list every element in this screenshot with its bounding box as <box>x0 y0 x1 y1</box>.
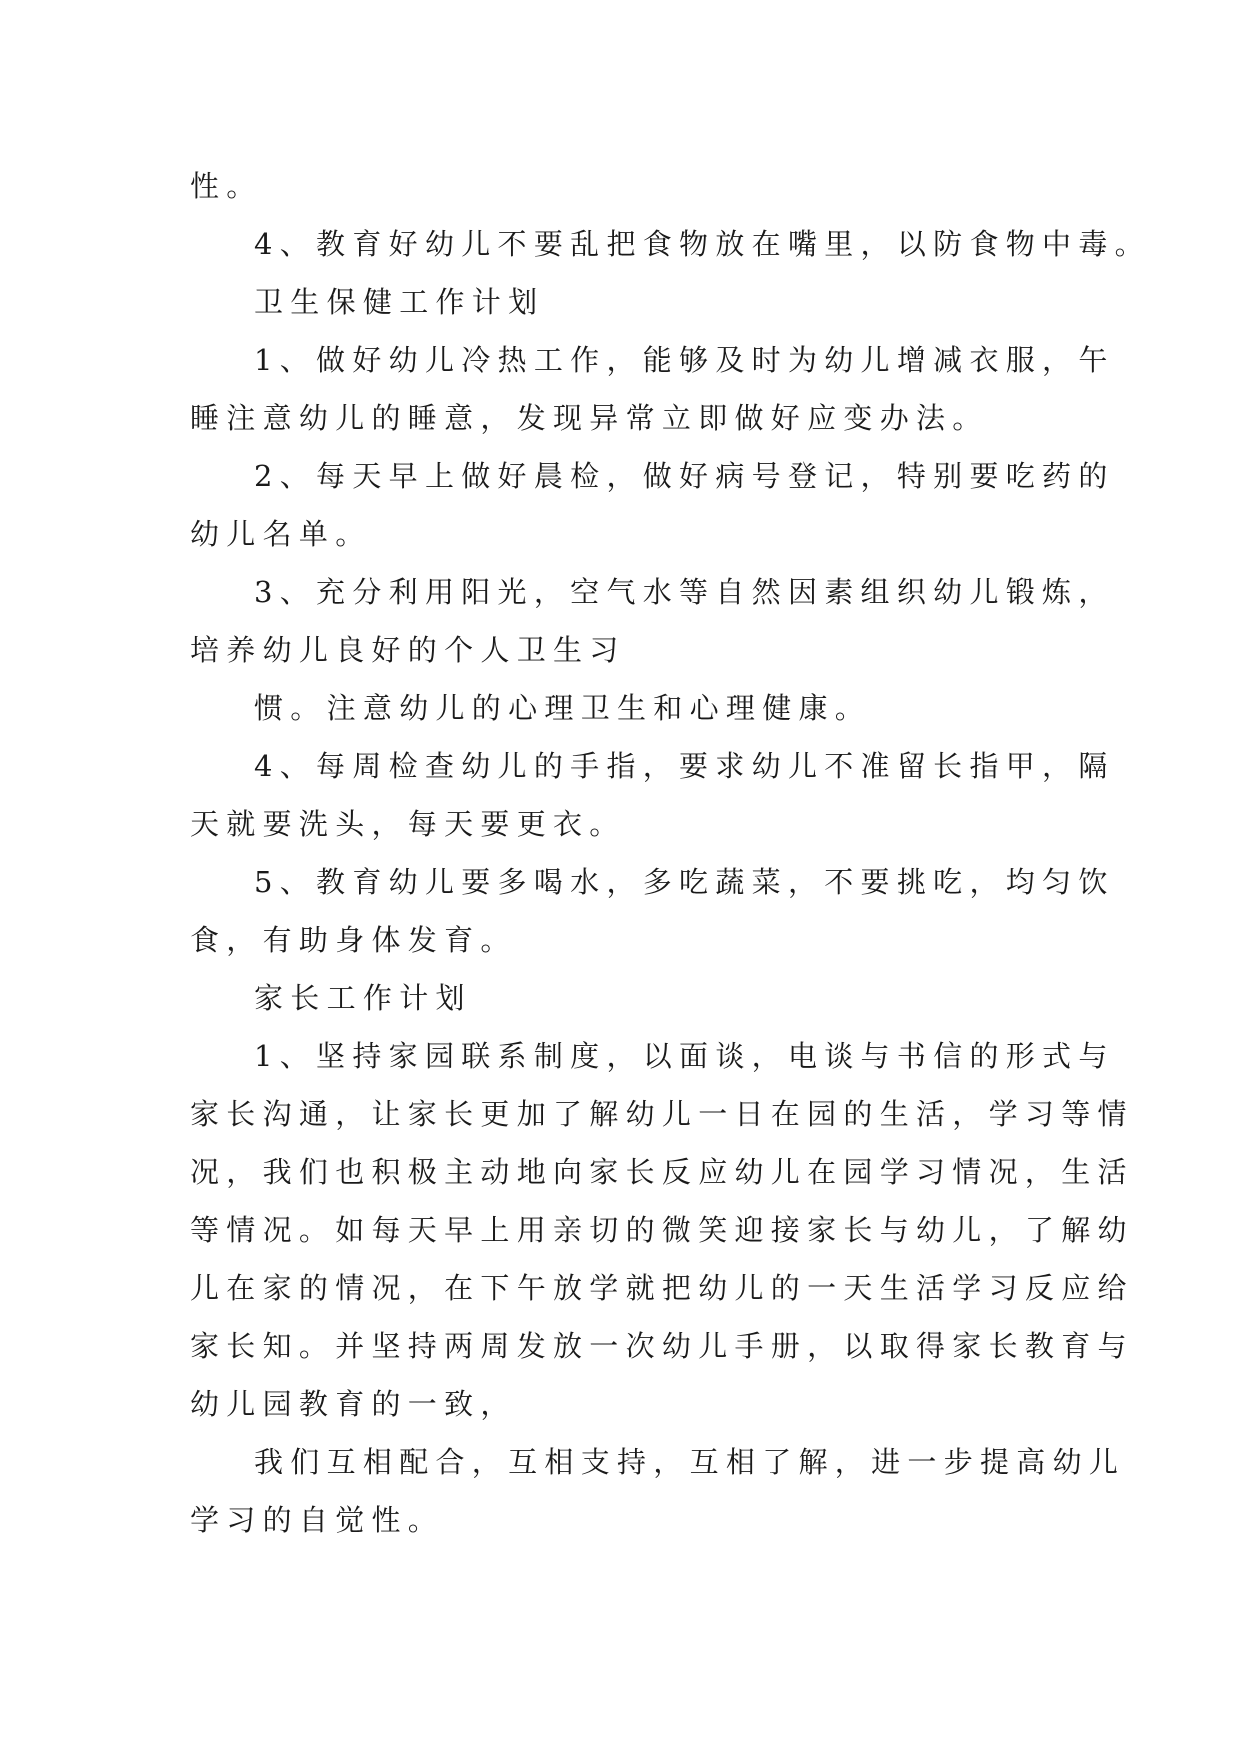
text-line: 幼儿名单。 <box>190 517 372 551</box>
text-line: 幼儿园教育的一致， <box>190 1387 517 1421</box>
text-line: 食，有助身体发育。 <box>190 923 517 957</box>
text-line: 3、充分利用阳光，空气水等自然因素组织幼儿锻炼， <box>254 575 1115 609</box>
text-line: 4、每周检查幼儿的手指，要求幼儿不准留长指甲，隔 <box>254 749 1115 783</box>
text-line: 况，我们也积极主动地向家长反应幼儿在园学习情况，生活 <box>190 1155 1134 1189</box>
text-line: 家长沟通，让家长更加了解幼儿一日在园的生活，学习等情 <box>190 1097 1134 1131</box>
text-line: 睡注意幼儿的睡意，发现异常立即做好应变办法。 <box>190 401 989 435</box>
text-line: 天就要洗头，每天要更衣。 <box>190 807 626 841</box>
text-line: 1、做好幼儿冷热工作，能够及时为幼儿增减衣服，午 <box>254 343 1115 377</box>
text-line: 家长知。并坚持两周发放一次幼儿手册，以取得家长教育与 <box>190 1329 1134 1363</box>
text-line: 性。 <box>190 169 263 203</box>
section-heading: 卫生保健工作计划 <box>254 285 545 319</box>
text-line: 5、教育幼儿要多喝水，多吃蔬菜，不要挑吃，均匀饮 <box>254 865 1115 899</box>
text-line: 我们互相配合，互相支持，互相了解，进一步提高幼儿 <box>254 1445 1126 1479</box>
text-line: 等情况。如每天早上用亲切的微笑迎接家长与幼儿，了解幼 <box>190 1213 1134 1247</box>
text-line: 1、坚持家园联系制度，以面谈，电谈与书信的形式与 <box>254 1039 1115 1073</box>
text-line: 4、教育好幼儿不要乱把食物放在嘴里，以防食物中毒。 <box>254 227 1151 261</box>
text-line: 培养幼儿良好的个人卫生习 <box>190 633 626 667</box>
section-heading: 家长工作计划 <box>254 981 472 1015</box>
text-line: 2、每天早上做好晨检，做好病号登记，特别要吃药的 <box>254 459 1115 493</box>
text-line: 学习的自觉性。 <box>190 1503 445 1537</box>
text-line: 儿在家的情况，在下午放学就把幼儿的一天生活学习反应给 <box>190 1271 1134 1305</box>
text-line: 惯。注意幼儿的心理卫生和心理健康。 <box>254 691 872 725</box>
